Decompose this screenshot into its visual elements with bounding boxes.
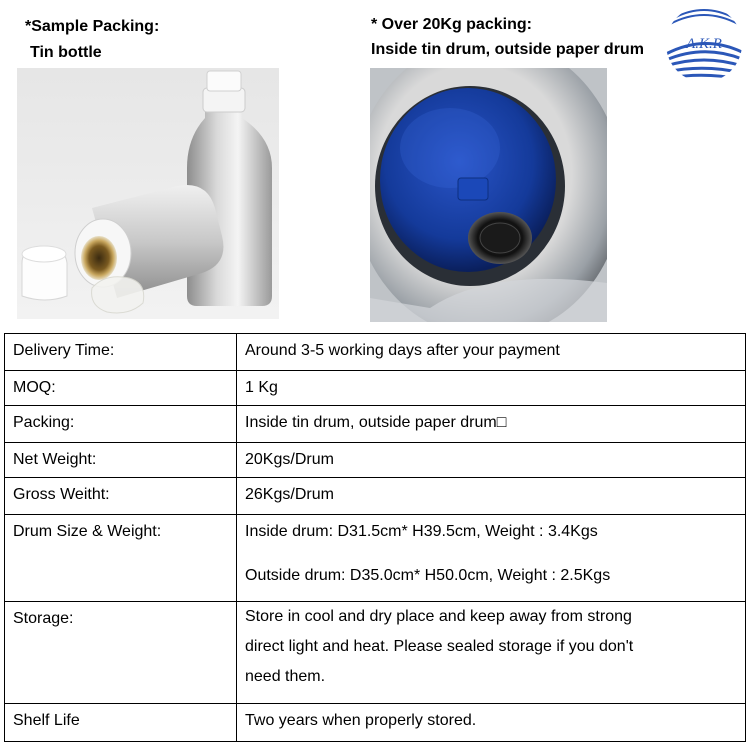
bulk-packing-subtitle: Inside tin drum, outside paper drum [371,41,644,58]
sample-packing-subtitle: Tin bottle [30,44,102,61]
spec-table [4,333,746,742]
row-label: MOQ: [5,371,237,406]
bulk-packing-title: * Over 20Kg packing: [371,16,532,33]
row-value: Store in cool and dry place and keep away from strong direct light and heat. Please sealed storage if you don't need them. [237,602,746,704]
row-label: Packing: [5,406,237,443]
row-value: Two years when properly stored. [237,704,746,742]
sample-packing-title: *Sample Packing: [25,18,160,35]
row-value: 26Kgs/Drum [237,478,746,515]
table-row [5,602,746,704]
row-label: Storage: [5,602,237,704]
row-label: Shelf Life [5,704,237,742]
row-value: Inside tin drum, outside paper drum□ [237,406,746,443]
table-row [5,515,746,602]
table-row [5,334,746,371]
row-value: 20Kgs/Drum [237,443,746,478]
blue-tin-drum-photo [370,68,607,322]
row-label: Drum Size & Weight: [5,515,237,602]
row-label: Gross Weitht: [5,478,237,515]
aluminum-bottles-photo [17,68,279,319]
row-value: 1 Kg [237,371,746,406]
akr-logo [664,4,744,84]
table-row [5,406,746,443]
table-row [5,704,746,742]
table-row [5,478,746,515]
row-value: Inside drum: D31.5cm* H39.5cm, Weight : 3.4Kgs Outside drum: D35.0cm* H50.0cm, Weight : 2.5Kgs [237,515,746,602]
row-label: Net Weight: [5,443,237,478]
table-row [5,443,746,478]
row-label: Delivery Time: [5,334,237,371]
logo-text: A.K.R [686,36,722,52]
table-row [5,371,746,406]
row-value: Around 3-5 working days after your payment [237,334,746,371]
